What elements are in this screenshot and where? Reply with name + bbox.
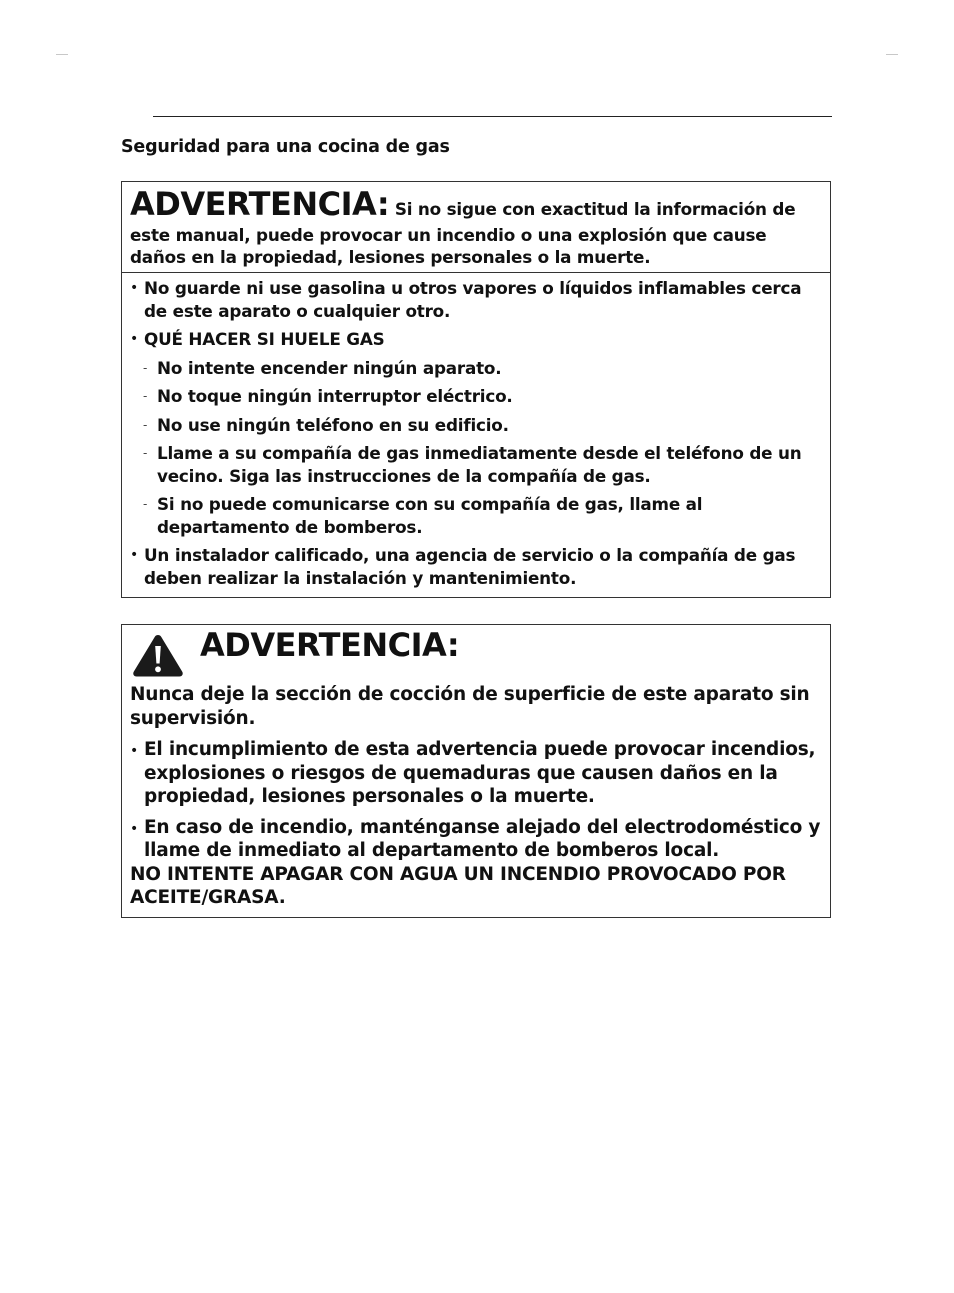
sub-list-item xyxy=(130,414,822,437)
section-title: Seguridad para una cocina de gas xyxy=(121,137,450,157)
list-item-text: Si no puede comunicarse con su compañía de gas, llame al departamento de bomberos. xyxy=(157,494,703,537)
list-item-text: No intente encender ningún aparato. xyxy=(157,357,502,378)
crop-mark-right xyxy=(886,54,898,55)
bullet-marker: • xyxy=(130,820,139,837)
bullet-marker: • xyxy=(130,743,139,759)
list-item-text: No toque ningún interruptor eléctrico. xyxy=(157,386,513,406)
dash-marker: - xyxy=(143,389,148,403)
cooking-warning-header xyxy=(122,625,830,683)
warning-label: ADVERTENCIA: xyxy=(130,185,390,223)
list-item xyxy=(130,544,822,589)
cooking-warning-box xyxy=(121,624,831,918)
sub-list-item xyxy=(130,385,822,408)
gas-warning-header xyxy=(122,182,830,273)
warning-intro: Nunca deje la sección de cocción de superficie de este aparato sin supervisión. xyxy=(130,684,810,729)
bullet-marker: • xyxy=(130,547,139,563)
list-item-text: Llame a su compañía de gas inmediatamente desde el teléfono de un vecino. Siga las instrucciones de la compañía de gas. xyxy=(157,443,802,486)
list-item xyxy=(130,738,822,809)
list-item xyxy=(130,328,822,351)
warning-closing: NO INTENTE APAGAR CON AGUA UN INCENDIO PROVOCADO POR ACEITE/GRASA. xyxy=(130,863,786,908)
header-rule xyxy=(153,116,832,117)
sub-list-item xyxy=(130,357,822,380)
list-item-text: En caso de incendio, manténganse alejado del electrodoméstico y llame de inmediato al departamento de bomberos local. xyxy=(144,816,821,861)
dash-marker: - xyxy=(143,360,148,375)
list-item-text: No guarde ni use gasolina u otros vapores o líquidos inflamables cerca de este aparato o cualquier otro. xyxy=(144,278,802,321)
list-item-text: Un instalador calificado, una agencia de servicio o la compañía de gas deben realizar la instalación y mantenimiento. xyxy=(144,545,796,588)
dash-marker: - xyxy=(143,417,148,432)
bullet-marker: • xyxy=(130,280,139,296)
crop-mark-left xyxy=(56,54,68,55)
list-item xyxy=(130,816,822,863)
warning-triangle-icon xyxy=(132,633,184,677)
warning-label: ADVERTENCIA: xyxy=(200,626,460,664)
list-item-text: El incumplimiento de esta advertencia puede provocar incendios, explosiones o riesgos de quemaduras que causen daños en la propiedad, lesiones personales o la muerte. xyxy=(144,739,816,807)
bullet-marker: • xyxy=(130,331,139,347)
sub-list-item xyxy=(130,442,822,487)
dash-marker: - xyxy=(143,446,148,460)
cooking-warning-body xyxy=(122,683,830,910)
warning-lead-text: Si no sigue con exactitud la información de este manual, puede provocar un incendio o una explosión que cause daños en la propiedad, lesiones personales o la muerte. xyxy=(130,199,796,267)
dash-marker: - xyxy=(143,497,148,511)
list-item-text: QUÉ HACER SI HUELE GAS xyxy=(144,329,385,349)
list-item-text: No use ningún teléfono en su edificio. xyxy=(157,414,509,435)
sub-list-item xyxy=(130,493,822,538)
list-item xyxy=(130,277,822,322)
gas-warning-box xyxy=(121,181,831,598)
gas-warning-list xyxy=(122,273,830,589)
